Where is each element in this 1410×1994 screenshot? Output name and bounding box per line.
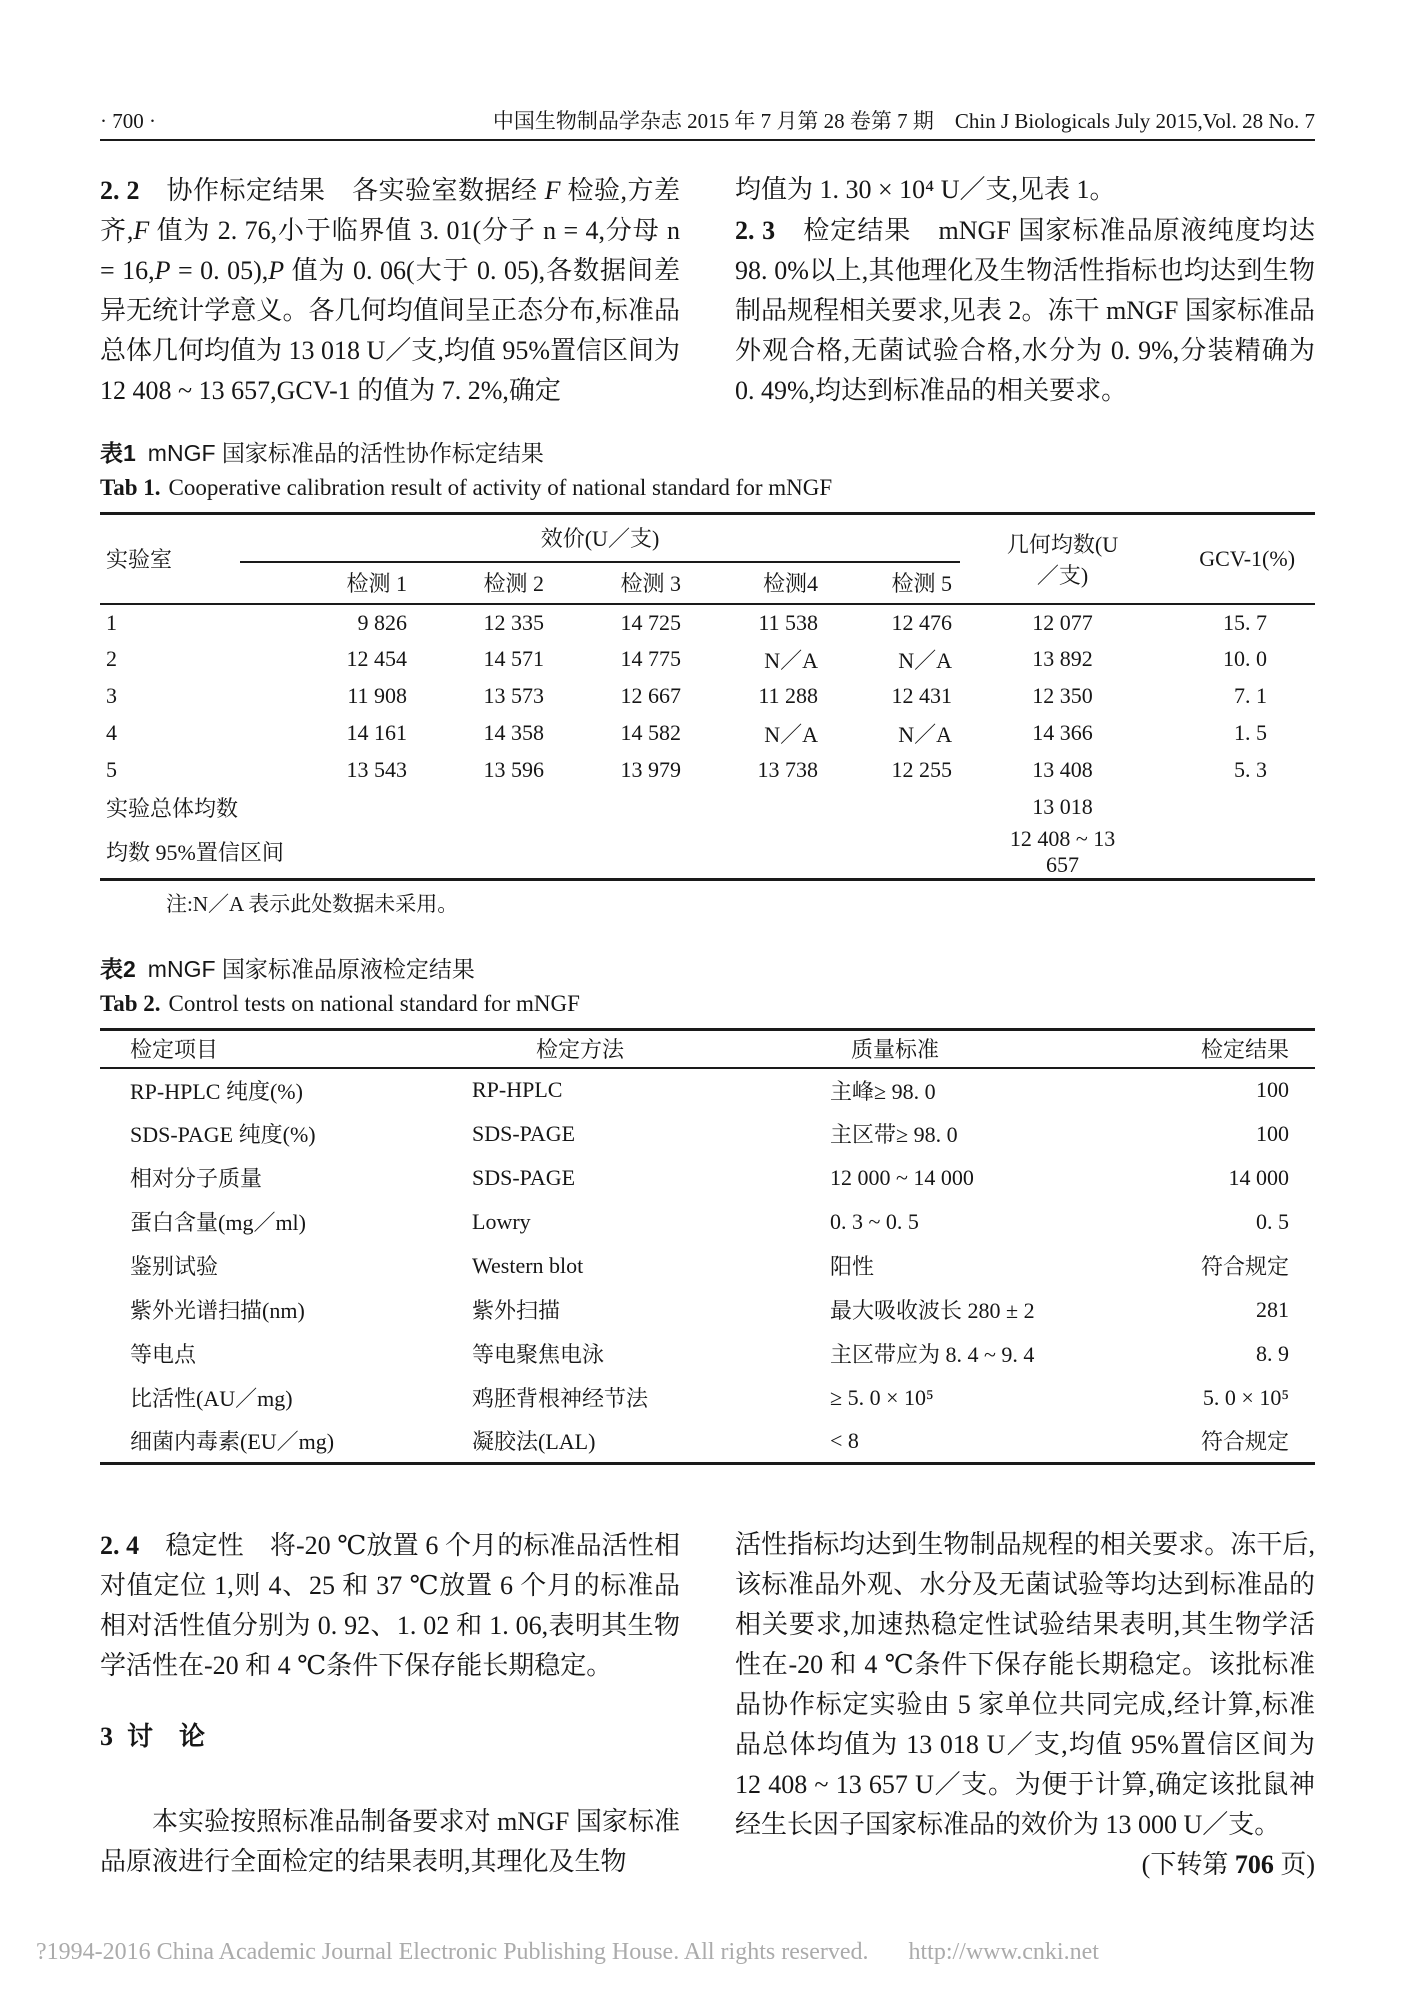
- table-row: [100, 1156, 1315, 1200]
- cell: 紫外扫描: [472, 1298, 561, 1323]
- cell: 鉴别试验: [130, 1254, 219, 1279]
- cell: RP-HPLC 纯度(%): [130, 1078, 303, 1104]
- cell: 14 161: [346, 720, 407, 745]
- bottom-right-column: [735, 1525, 1315, 1885]
- cell-lab: 4: [106, 720, 117, 745]
- table2-header-row: [100, 1030, 1315, 1068]
- cell: 14 358: [483, 720, 544, 745]
- cell: 等电点: [130, 1342, 197, 1367]
- table1-block: [100, 436, 1315, 919]
- cell: 14 775: [620, 646, 681, 671]
- cell: 12 335: [483, 609, 544, 635]
- table1-caption-label: Tab 1.: [100, 475, 161, 500]
- table2-header-standard: 质量标准: [850, 1037, 939, 1063]
- cell: 13 596: [483, 757, 544, 782]
- cell: 9 826: [357, 609, 407, 635]
- cell-gcv: 15. 7: [1223, 609, 1268, 635]
- cnki-url: http://www.cnki.net: [908, 1939, 1099, 1965]
- cell-geomean: 12 077: [1032, 609, 1093, 635]
- cell-lab: 3: [106, 683, 117, 708]
- table1-caption-text: Cooperative calibration result of activity of national standard for mNGF: [168, 475, 833, 500]
- cell-lab: 2: [106, 646, 117, 671]
- section-heading-discussion: [100, 1716, 680, 1757]
- intro-left-column: [100, 170, 680, 411]
- journal-title: 中国生物制品学杂志 2015 年 7 月第 28 卷第 7 期 Chin J Biologicals July 2015,Vol. 28 No. 7: [492, 109, 1315, 133]
- cell-gcv: [1120, 826, 1315, 880]
- cell: 相对分子质量: [130, 1166, 263, 1191]
- cell: 蛋白含量(mg／ml): [130, 1210, 306, 1235]
- table1-header-lab: 实验室: [106, 547, 173, 573]
- cell: SDS-PAGE: [472, 1164, 576, 1190]
- table2-title: [100, 952, 1315, 986]
- cell-summary-label: 实验总体均数: [106, 795, 239, 821]
- cell-gcv: 5. 3: [1234, 757, 1268, 782]
- paragraph-2-3: 2. 3 检定结果 mNGF 国家标准品原液纯度均达 98. 0%以上,其他理化及生物活性指标也均达到生物制品规程相关要求,见表 2。冻干 mNGF 国家标准品外观合格,无菌试验合格,水分为 0. 9%,分装精确为 0. 49%,均达到标准品的相关要求。: [735, 215, 1315, 405]
- cell-geomean: 12 350: [1032, 683, 1093, 708]
- cell: 14 000: [1228, 1164, 1289, 1190]
- cell: 13 543: [346, 757, 407, 782]
- cell: ≥ 5. 0 × 10⁵: [830, 1384, 934, 1410]
- table1-header-row1: [100, 514, 1315, 562]
- footer-watermark: [36, 1936, 1099, 1968]
- table-row: [100, 1288, 1315, 1332]
- cell-geomean: 13 018: [1032, 794, 1093, 819]
- cell: < 8: [830, 1427, 859, 1453]
- table2-title-label: 表2: [100, 956, 136, 982]
- table1-header-detect4: 检测4: [762, 571, 818, 596]
- cell-geomean: 13 408: [1032, 757, 1093, 782]
- cell: N／A: [764, 721, 818, 747]
- table2-title-text: mNGF 国家标准品原液检定结果: [147, 956, 475, 982]
- cell: 5. 0 × 10⁵: [1202, 1384, 1289, 1410]
- cell-lab: 5: [106, 757, 117, 782]
- cell: 符合规定: [1200, 1429, 1289, 1455]
- cell-lab: 1: [106, 609, 117, 635]
- cell-geomean: 13 892: [1032, 646, 1093, 671]
- table2: [100, 1028, 1315, 1465]
- header-rule: [100, 139, 1315, 141]
- cell: 8. 9: [1256, 1340, 1289, 1366]
- table2-caption-label: Tab 2.: [100, 991, 161, 1016]
- table2-caption: [100, 986, 1315, 1022]
- table1-caption: [100, 470, 1315, 506]
- continued-on-page-note: (下转第 706 页): [1141, 1850, 1315, 1879]
- cell: 13 738: [757, 757, 818, 782]
- intro-section: [100, 170, 1315, 411]
- cell: 13 573: [483, 683, 544, 708]
- table1-note: 注:N／A 表示此处数据未采用。: [166, 891, 459, 916]
- cell-gcv: 10. 0: [1223, 646, 1268, 671]
- discussion-section: [100, 1525, 1315, 1885]
- table-row: [100, 1420, 1315, 1464]
- cell: 等电聚焦电泳: [472, 1342, 605, 1367]
- cell: 12 255: [891, 757, 953, 782]
- cell-gcv: [1120, 789, 1315, 826]
- cell: N／A: [764, 647, 818, 673]
- table-row: [100, 715, 1315, 752]
- cell: 主峰≥ 98. 0: [830, 1078, 936, 1104]
- table-row: [100, 1244, 1315, 1288]
- intro-right-column: [735, 170, 1315, 411]
- cell: 阳性: [830, 1254, 875, 1279]
- paragraph-discussion-left: 本实验按照标准品制备要求对 mNGF 国家标准品原液进行全面检定的结果表明,其理化及生物: [100, 1807, 680, 1876]
- table-row: [100, 752, 1315, 789]
- table2-header-result: 检定结果: [1200, 1037, 1289, 1063]
- table-row: [100, 641, 1315, 678]
- cell: 11 908: [347, 683, 407, 708]
- cell: 14 582: [620, 720, 681, 745]
- table-row-summary: [100, 826, 1315, 880]
- cell-gcv: 1. 5: [1234, 720, 1268, 745]
- paragraph-2-4: 2. 4 稳定性 将-20 ℃放置 6 个月的标准品活性相对值定位 1,则 4、25 和 37 ℃放置 6 个月的标准品相对活性值分别为 0. 92、1. 02 和 1. 06,表明其生物学活性在-20 和 4 ℃条件下保存能长期稳定。: [100, 1530, 680, 1680]
- cell: 凝胶法(LAL): [472, 1429, 596, 1455]
- cell: 比活性(AU／mg): [130, 1386, 293, 1411]
- cell: SDS-PAGE: [472, 1120, 576, 1146]
- cell-summary-label: 均数 95%置信区间: [106, 840, 284, 865]
- cell: 11 288: [758, 683, 818, 708]
- table-row-summary: [100, 789, 1315, 826]
- cell: 14 725: [620, 609, 681, 635]
- section-title: 讨 论: [127, 1721, 206, 1751]
- table2-header-method: 检定方法: [535, 1037, 624, 1063]
- table2-caption-text: Control tests on national standard for mNGF: [168, 991, 580, 1016]
- table-row: [100, 1068, 1315, 1112]
- cell: 12 454: [346, 646, 407, 671]
- table-row: [100, 1332, 1315, 1376]
- table1-header-detect5: 检测 5: [891, 571, 953, 596]
- table-row: [100, 1200, 1315, 1244]
- cell: 0. 3 ~ 0. 5: [830, 1208, 919, 1234]
- cell: Lowry: [472, 1208, 531, 1234]
- table1-title-text: mNGF 国家标准品的活性协作标定结果: [147, 440, 544, 466]
- cell: 100: [1256, 1077, 1289, 1102]
- table-row: [100, 678, 1315, 715]
- bottom-left-column: [100, 1525, 680, 1885]
- section-number: 3: [100, 1722, 113, 1751]
- cell: 细菌内毒素(EU／mg): [130, 1429, 335, 1455]
- table1-header-detect1: 检测 1: [346, 571, 407, 596]
- cell: Western blot: [472, 1252, 584, 1278]
- cell: 12 000 ~ 14 000: [830, 1164, 974, 1190]
- cell: 13 979: [620, 757, 681, 782]
- paragraph-2-2: 2. 2 协作标定结果 各实验室数据经 F 检验,方差齐,F 值为 2. 76,小于临界值 3. 01(分子 n = 4,分母 n = 16,P = 0. 05),P 值为 0. 06(大于 0. 05),各数据间差异无统计学意义。各几何均值间呈正态分布,标准品总体几何均值为 13 018 U／支,均值 95%置信区间为 12 408 ~ 13 657,GCV-1 的值为 7. 2%,确定: [100, 175, 680, 405]
- cell: 11 538: [758, 609, 818, 635]
- table2-block: [100, 952, 1315, 1465]
- copyright-text: ?1994-2016 China Academic Journal Electronic Publishing House. All rights reserved.: [36, 1939, 869, 1965]
- page-number: · 700 ·: [100, 109, 156, 133]
- cell: 鸡胚背根神经节法: [472, 1386, 649, 1411]
- cell-geomean: 14 366: [1032, 720, 1093, 745]
- cell: 14 571: [483, 646, 544, 671]
- cell: N／A: [898, 721, 953, 747]
- page-header: [100, 106, 1315, 136]
- cell: 12 431: [891, 683, 953, 708]
- cell: SDS-PAGE 纯度(%): [130, 1122, 316, 1147]
- cell: 0. 5: [1256, 1208, 1289, 1234]
- table-row: [100, 1376, 1315, 1420]
- cell: 281: [1256, 1296, 1289, 1322]
- table-row: [100, 604, 1315, 641]
- table1-header-gcv: GCV-1(%): [1199, 545, 1296, 571]
- cell: 100: [1256, 1120, 1289, 1146]
- table1-title: [100, 436, 1315, 470]
- table-row: [100, 1112, 1315, 1156]
- cell: RP-HPLC: [472, 1077, 563, 1102]
- table1-title-label: 表1: [100, 440, 136, 466]
- cell-geomean: 12 408 ~ 13 657: [1009, 825, 1116, 877]
- cell: 主区带应为 8. 4 ~ 9. 4: [830, 1342, 1035, 1367]
- cell: N／A: [898, 647, 953, 673]
- cell: 符合规定: [1200, 1254, 1289, 1279]
- table1-header-detect3: 检测 3: [620, 571, 681, 596]
- cell-gcv: 7. 1: [1234, 683, 1268, 708]
- cell: 12 476: [891, 609, 953, 635]
- paragraph-discussion-right: 活性指标均达到生物制品规程的相关要求。冻干后,该标准品外观、水分及无菌试验等均达到标准品的相关要求,加速热稳定性试验结果表明,其生物学活性在-20 和 4 ℃条件下保存能长期稳定。该批标准品协作标定实验由 5 家单位共同完成,经计算,标准品总体均值为 13 018 U／支,均值 95%置信区间为 12 408 ~ 13 657 U／支。为便于计算,确定该批鼠神经生长因子国家标准品的效价为 13 000 U／支。: [735, 1530, 1315, 1839]
- cell: 主区带≥ 98. 0: [830, 1122, 958, 1147]
- paragraph-2-2-continued: 均值为 1. 30 × 10⁴ U／支,见表 1。: [735, 175, 1116, 204]
- cell: 最大吸收波长 280 ± 2: [830, 1298, 1035, 1323]
- table1: [100, 512, 1315, 881]
- cell: 12 667: [620, 683, 681, 708]
- table1-header-potency: 效价(U／支): [240, 514, 960, 562]
- cell: 紫外光谱扫描(nm): [130, 1298, 305, 1323]
- table1-header-geomean: 几何均数(U／支): [1006, 531, 1119, 588]
- table1-header-detect2: 检测 2: [483, 571, 544, 596]
- table2-header-item: 检定项目: [130, 1037, 219, 1063]
